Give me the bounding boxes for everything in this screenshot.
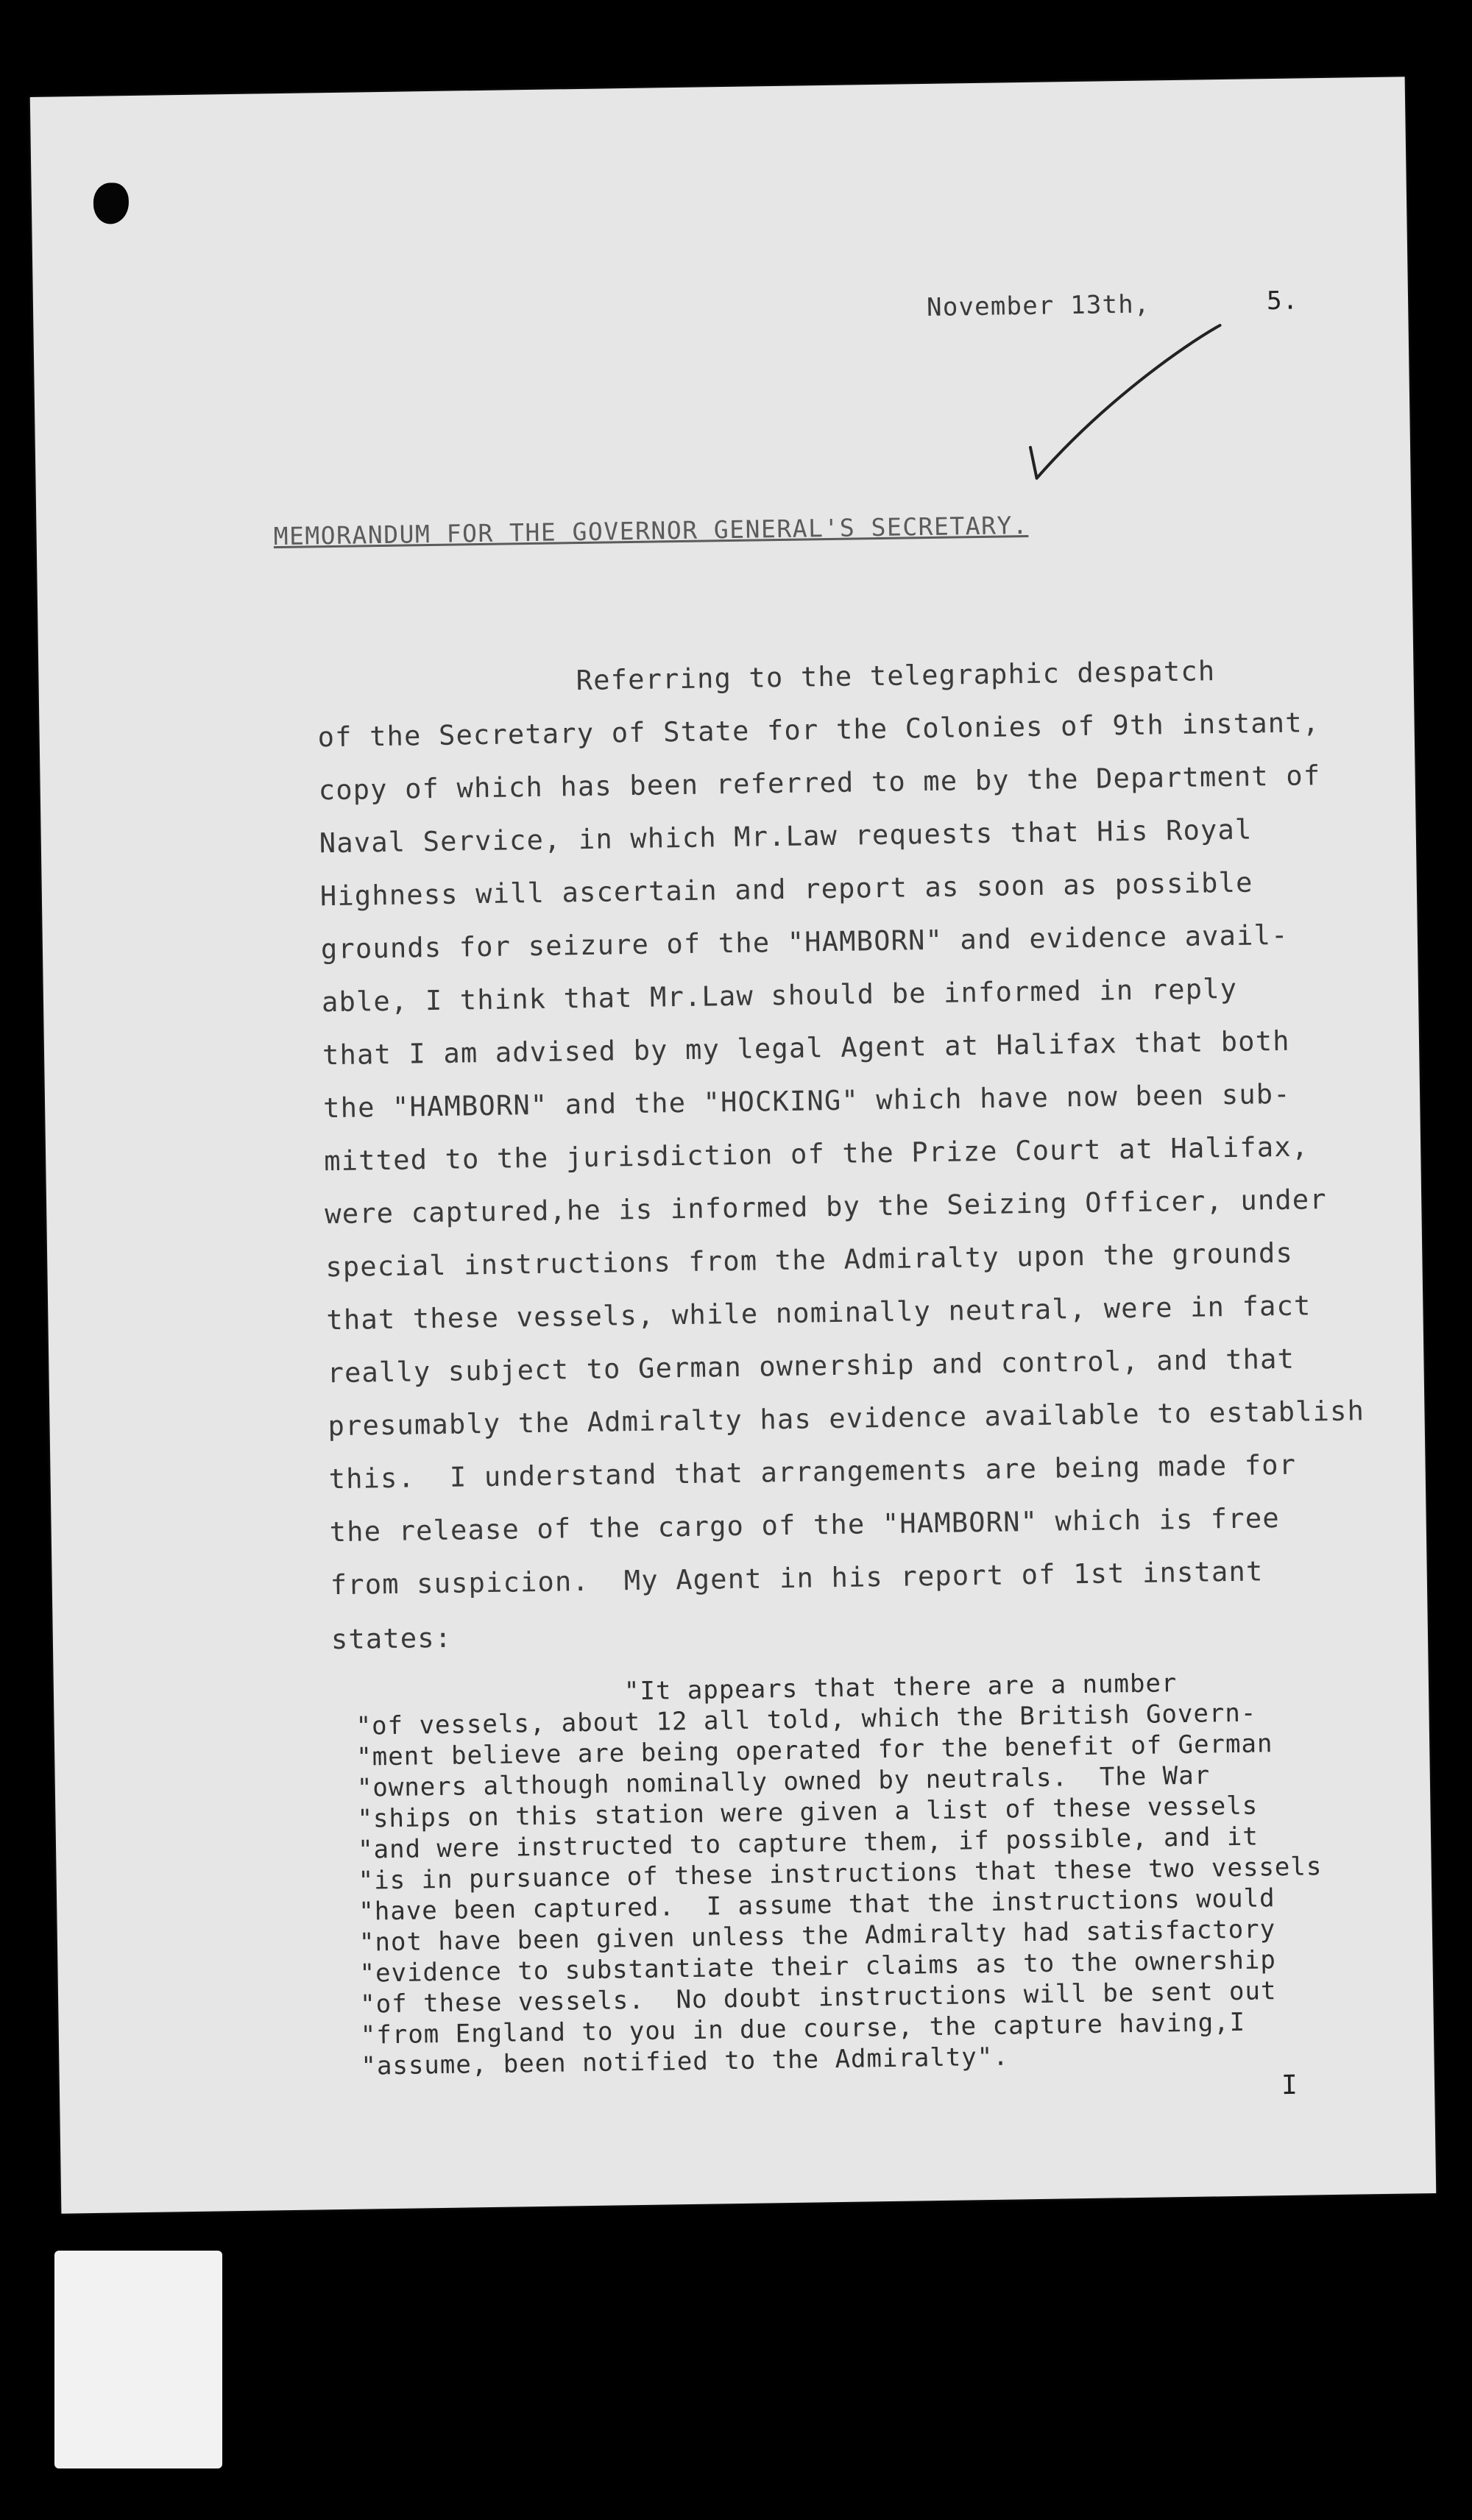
body-line: that these vessels, while nominally neutral, were in fact — [326, 1289, 1312, 1337]
document-date: November 13th, — [926, 289, 1150, 322]
document-page — [30, 77, 1436, 2213]
body-line: that I am advised by my legal Agent at Halifax that both — [322, 1024, 1290, 1072]
quote-line: "assume, been notified to the Admiralty". — [361, 2042, 1009, 2081]
body-line: presumably the Admiralty has evidence available to establish — [328, 1395, 1365, 1443]
body-line: of the Secretary of State for the Colonies of 9th instant, — [317, 707, 1320, 754]
body-line: from suspicion. My Agent in his report of 1st instant — [330, 1555, 1264, 1601]
catchword: I — [1281, 2070, 1299, 2101]
body-line: special instructions from the Admiralty upon the grounds — [325, 1236, 1294, 1284]
page-number: 5. — [1266, 286, 1299, 316]
quote-line: "from England to you in due course, the capture having,I — [360, 2007, 1246, 2050]
quote-line: "ment believe are being operated for the benefit of German — [355, 1729, 1273, 1772]
quote-line: "have been captured. I assume that the instructions would — [358, 1883, 1275, 1927]
body-line: Naval Service, in which Mr.Law requests that His Royal — [319, 813, 1253, 860]
film-label-stub — [54, 2251, 222, 2468]
body-line: grounds for seizure of the "HAMBORN" and evidence avail- — [320, 919, 1289, 966]
memo-title: MEMORANDUM FOR THE GOVERNOR GENERAL'S SECRETARY. — [273, 510, 1029, 551]
quote-line: "of vessels, about 12 all told, which the British Govern- — [355, 1698, 1257, 1741]
body-line: really subject to German ownership and control, and that — [327, 1342, 1295, 1390]
quote-line: "of these vessels. No doubt instructions will be sent out — [359, 1976, 1277, 2020]
quote-line: "is in pursuance of these instructions that these two vessels — [358, 1852, 1323, 1896]
body-line: Highness will ascertain and report as soon as possible — [319, 866, 1253, 913]
body-line: Referring to the telegraphic despatch — [316, 655, 1216, 701]
quote-line: "and were instructed to capture them, if possible, and it — [357, 1822, 1259, 1865]
body-line: mitted to the jurisdiction of the Prize Court at Halifax, — [323, 1130, 1309, 1178]
quote-line: "not have been given unless the Admiralty had satisfactory — [358, 1914, 1276, 1958]
quote-line: "evidence to substantiate their claims as to the ownership — [359, 1945, 1277, 1989]
quote-line: "owners although nominally owned by neutrals. The War — [356, 1760, 1211, 1803]
body-line: able, I think that Mr.Law should be informed in reply — [321, 972, 1238, 1019]
quote-line: "It appears that there are a number — [355, 1668, 1178, 1710]
body-line: states: — [330, 1621, 453, 1656]
quote-line: "ships on this station were given a list of these vessels — [357, 1791, 1259, 1834]
body-line: the release of the cargo of the "HAMBORN" which is free — [329, 1502, 1281, 1549]
body-line: this. I understand that arrangements are being made for — [328, 1448, 1297, 1496]
checkmark-icon — [1013, 319, 1229, 492]
document-text — [30, 77, 1436, 2213]
body-line: the "HAMBORN" and the "HOCKING" which have now been sub- — [322, 1077, 1292, 1125]
body-line: copy of which has been referred to me by the Department of — [318, 760, 1321, 807]
body-line: were captured,he is informed by the Seizing Officer, under — [325, 1183, 1328, 1231]
